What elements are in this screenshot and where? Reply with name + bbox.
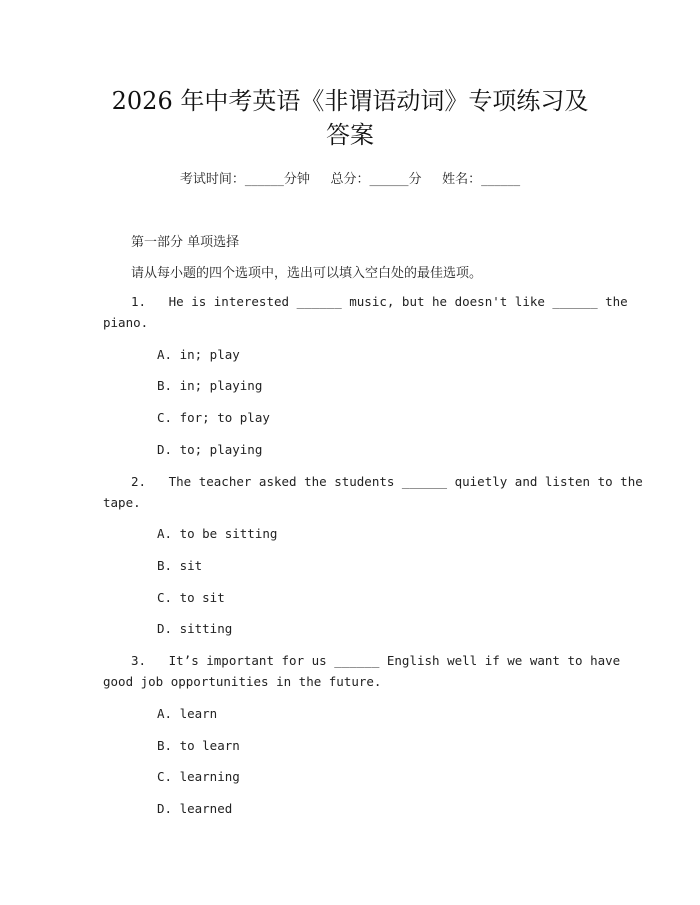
question-3-option-d: D. learned bbox=[157, 801, 233, 816]
question-2-option-c: C. to sit bbox=[157, 590, 225, 605]
document-title-line-1: 2026 年中考英语《非谓语动词》专项练习及 bbox=[111, 87, 589, 115]
question-3-option-c: C. learning bbox=[157, 769, 240, 784]
document-title-line-2: 答案 bbox=[326, 121, 374, 149]
question-2-option-b: B. sit bbox=[157, 558, 203, 573]
question-1-option-a: A. in; play bbox=[157, 347, 240, 362]
question-1-option-d: D. to; playing bbox=[157, 442, 263, 457]
question-3-stem-line-2: good job opportunities in the future. bbox=[103, 674, 382, 689]
question-2-stem-line-1: 2. The teacher asked the students ______ quietly and listen to the bbox=[131, 474, 643, 489]
question-1-option-c: C. for; to play bbox=[157, 410, 270, 425]
question-1-option-b: B. in; playing bbox=[157, 378, 263, 393]
question-2-option-a: A. to be sitting bbox=[157, 526, 278, 541]
exam-info-line: 考试时间：______分钟 总分：______分 姓名：______ bbox=[179, 172, 521, 187]
question-1-stem-line-2: piano. bbox=[103, 315, 149, 330]
question-1-stem-line-1: 1. He is interested ______ music, but he doesn't like ______ the bbox=[131, 294, 628, 309]
question-2-option-d: D. sitting bbox=[157, 621, 233, 636]
section-heading: 第一部分 单项选择 bbox=[131, 235, 240, 250]
question-3-option-b: B. to learn bbox=[157, 738, 240, 753]
question-3-stem-line-1: 3. It’s important for us ______ English well if we want to have bbox=[131, 653, 621, 668]
question-2-stem-line-2: tape. bbox=[103, 495, 141, 510]
question-3-option-a: A. learn bbox=[157, 706, 218, 721]
instructions: 请从每小题的四个选项中，选出可以填入空白处的最佳选项。 bbox=[131, 266, 483, 281]
